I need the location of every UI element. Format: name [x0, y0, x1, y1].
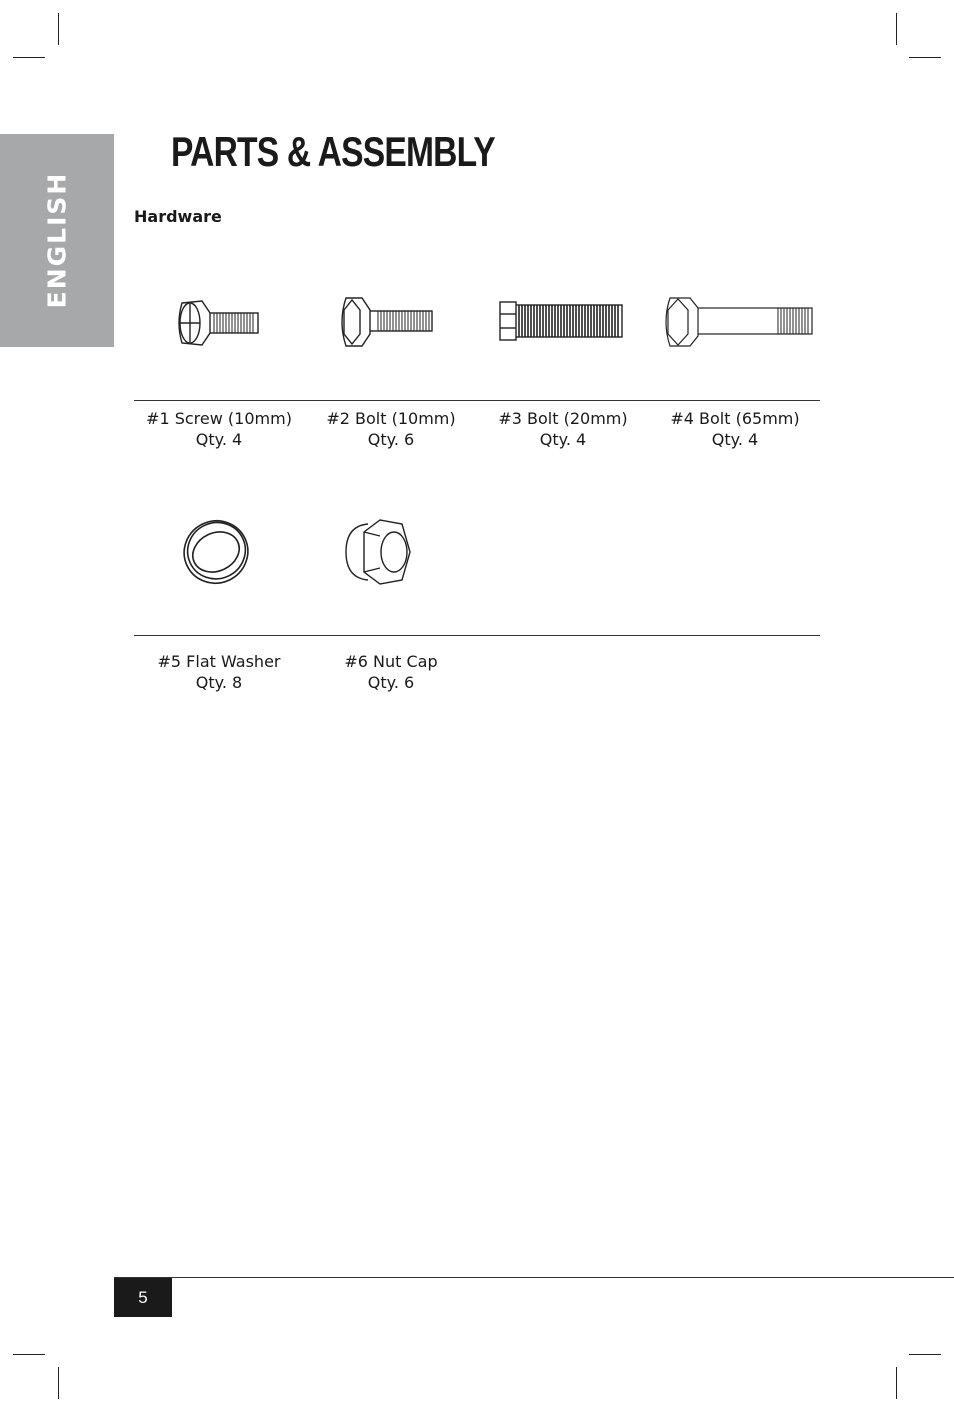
- screw-icon: [172, 296, 266, 350]
- row-divider: [134, 400, 820, 401]
- row-divider: [134, 635, 820, 636]
- crop-mark: [896, 13, 897, 45]
- page-title: PARTS & ASSEMBLY: [171, 128, 495, 175]
- crop-mark: [909, 57, 941, 58]
- part-name: #3 Bolt (20mm): [498, 409, 628, 428]
- crop-mark: [896, 1367, 897, 1399]
- bolt-long-icon: [660, 294, 818, 350]
- part-label: [477, 408, 649, 450]
- part-qty: Qty. 6: [367, 673, 415, 692]
- part-name: #6 Nut Cap: [344, 652, 438, 671]
- bolt-short-icon: [334, 294, 438, 350]
- part-name: #5 Flat Washer: [157, 652, 281, 671]
- part-label: [133, 651, 305, 693]
- bolt-medium-icon: [498, 298, 626, 344]
- part-name: #2 Bolt (10mm): [326, 409, 456, 428]
- footer-rule: [114, 1277, 954, 1278]
- crop-mark: [13, 1354, 45, 1355]
- section-title: Hardware: [134, 207, 222, 226]
- washer-icon: [180, 516, 252, 588]
- part-qty: Qty. 4: [711, 430, 759, 449]
- part-name: #1 Screw (10mm): [146, 409, 292, 428]
- part-qty: Qty. 4: [195, 430, 243, 449]
- part-label: [305, 408, 477, 450]
- nut-cap-icon: [342, 516, 416, 590]
- part-label: [133, 408, 305, 450]
- part-qty: Qty. 4: [539, 430, 587, 449]
- part-label: [649, 408, 821, 450]
- part-qty: Qty. 8: [195, 673, 243, 692]
- page-number: 5: [114, 1278, 172, 1317]
- language-tab: [0, 134, 114, 347]
- part-label: [305, 651, 477, 693]
- part-qty: Qty. 6: [367, 430, 415, 449]
- crop-mark: [13, 57, 45, 58]
- crop-mark: [58, 13, 59, 45]
- crop-mark: [58, 1367, 59, 1399]
- crop-mark: [909, 1354, 941, 1355]
- language-tab-label: ENGLISH: [42, 171, 72, 309]
- part-name: #4 Bolt (65mm): [670, 409, 800, 428]
